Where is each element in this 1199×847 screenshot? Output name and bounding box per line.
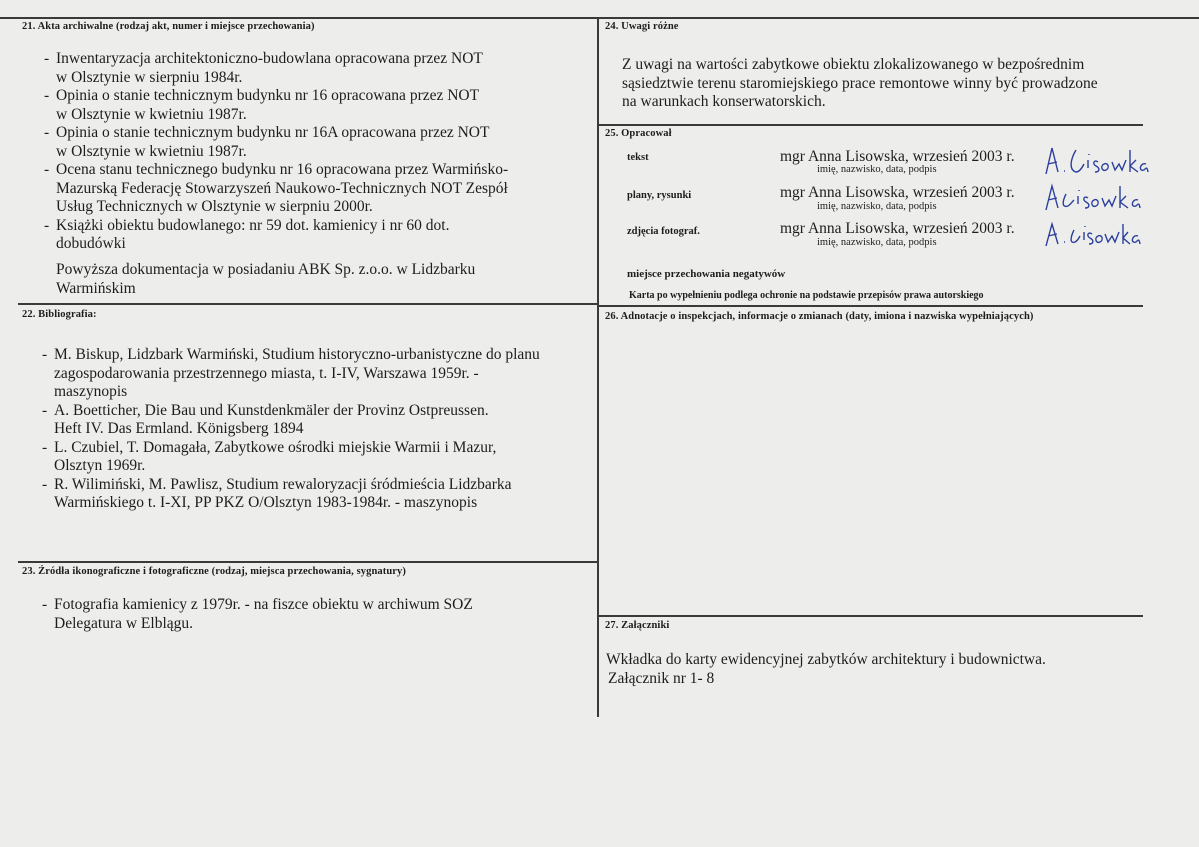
archival-record-item-line: Usług Technicznych w Olsztynie w sierpniu 2000r. [56, 198, 373, 215]
bibliography-item-line: maszynopis [54, 383, 128, 400]
archival-record-item-line: - Opinia o stanie technicznym budynku nr 16A opracowana przez NOT [56, 124, 490, 141]
copyright-note: Karta po wypełnieniu podlega ochronie na podstawie przepisów prawa autorskiego [629, 290, 984, 301]
divider-21-22 [18, 303, 598, 305]
divider-24-25 [598, 124, 1143, 126]
bibliography-item [40, 476, 540, 513]
prepared-drawings-label: plany, rysunki [627, 190, 692, 201]
archival-record-item [42, 161, 508, 217]
archival-records-list [42, 50, 508, 254]
archival-record-item-line: w Olsztynie w sierpniu 1984r. [56, 68, 243, 86]
remarks-line-3: na warunkach konserwatorskich. [622, 93, 826, 110]
signature-drawings [1040, 180, 1152, 214]
archival-record-item-line: Mazurską Federację Stowarzyszeń Naukowo-Technicznych NOT Zespół [56, 179, 508, 197]
bibliography-item-line: Warmińskiego t. I-XI, PP PKZ O/Olsztyn 1983-1984r. - maszynopis [54, 494, 478, 511]
bibliography-item-line: zagospodarowania przestrzennego miasta, t. I-IV, Warszawa 1959r. - [54, 364, 479, 382]
archival-note-line-1: Powyższa dokumentacja w posiadaniu ABK Sp. z.o.o. w Lidzbarku [56, 261, 476, 278]
archival-note-line-2: Warmińskim [56, 279, 136, 297]
section-24-title: 24. Uwagi różne [605, 21, 679, 32]
bibliography-item-line: - M. Biskup, Lidzbark Warmiński, Studium historyczno-urbanistyczne do planu [54, 346, 540, 363]
iconographic-source-item-line: Delegatura w Elblągu. [54, 614, 194, 632]
archival-record-item-line: - Opinia o stanie technicznym budynku nr 16 opracowana przez NOT [56, 87, 480, 104]
archival-record-item [42, 217, 508, 254]
divider-26-27 [598, 615, 1143, 617]
signature-photos [1042, 218, 1142, 248]
iconographic-source-item-line: - Fotografia kamienicy z 1979r. - na fiszce obiektu w archiwum SOZ [54, 596, 473, 613]
bibliography-item [40, 402, 540, 439]
prepared-text-label: tekst [627, 152, 649, 163]
attachments-line-2: Załącznik nr 1- 8 [608, 669, 715, 687]
signature-text [1040, 142, 1152, 180]
archival-record-item-line: w Olsztynie w kwietniu 1987r. [56, 142, 247, 160]
section-21-title: 21. Akta archiwalne (rodzaj akt, numer i miejsce przechowania) [22, 21, 315, 32]
attachments-text [606, 651, 1046, 688]
archival-record-item-line: dobudówki [56, 235, 126, 252]
bibliography-item-line: - A. Boetticher, Die Bau und Kunstdenkmäler der Provinz Ostpreussen. [54, 401, 489, 419]
section-27-title: 27. Załączniki [605, 620, 670, 631]
prepared-drawings-name: mgr Anna Lisowska, wrzesień 2003 r. [780, 184, 1015, 201]
archival-record-item [42, 87, 508, 124]
prepared-photos-name: mgr Anna Lisowska, wrzesień 2003 r. [780, 220, 1015, 237]
remarks-text [622, 56, 1098, 112]
bibliography-item [40, 346, 540, 402]
bibliography-item-line: - R. Wilimiński, M. Pawlisz, Studium rewaloryzacji śródmieścia Lidzbarka [54, 475, 512, 493]
bibliography-item-line: - L. Czubiel, T. Domagała, Zabytkowe ośrodki miejskie Warmii i Mazur, [54, 438, 497, 456]
divider-22-23 [18, 561, 598, 563]
prepared-drawings-caption: imię, nazwisko, data, podpis [817, 201, 937, 212]
section-26-title: 26. Adnotacje o inspekcjach, informacje o zmianach (daty, imiona i nazwiska wypełniających) [605, 311, 1034, 322]
bibliography-list [40, 346, 540, 513]
remarks-line-1: Z uwagi na wartości zabytkowe obiektu zlokalizowanego w bezpośrednim [622, 56, 1085, 73]
negatives-location-label: miejsce przechowania negatywów [627, 268, 786, 280]
section-23-title: 23. Źródła ikonograficzne i fotograficzne (rodzaj, miejsca przechowania, sygnatury) [22, 566, 407, 577]
attachments-line-1: Wkładka do karty ewidencyjnej zabytków architektury i budownictwa. [606, 651, 1046, 668]
top-border [0, 17, 1199, 19]
bibliography-item [40, 439, 540, 476]
prepared-text-name: mgr Anna Lisowska, wrzesień 2003 r. [780, 148, 1015, 165]
iconographic-source-item [40, 596, 473, 633]
prepared-photos-caption: imię, nazwisko, data, podpis [817, 237, 937, 248]
bibliography-item-line: Heft IV. Das Ermland. Königsberg 1894 [54, 420, 304, 437]
iconographic-sources-list [40, 596, 473, 633]
archival-record-item-line: - Książki obiektu budowlanego: nr 59 dot. kamienicy i nr 60 dot. [56, 216, 450, 234]
archival-note [56, 261, 475, 298]
section-25-title: 25. Opracował [605, 128, 672, 139]
prepared-photos-label: zdjęcia fotograf. [627, 226, 700, 237]
bibliography-item-line: Olsztyn 1969r. [54, 457, 146, 474]
remarks-line-2: sąsiedztwie terenu staromiejskiego prace remontowe winny być prowadzone [622, 74, 1098, 92]
divider-25-26 [598, 305, 1143, 307]
archival-record-item-line: w Olsztynie w kwietniu 1987r. [56, 105, 247, 123]
archival-record-item-line: - Inwentaryzacja architektoniczno-budowlana opracowana przez NOT [56, 50, 483, 67]
archival-record-item [42, 50, 508, 87]
center-divider [597, 17, 599, 717]
section-22-title: 22. Bibliografia: [22, 309, 97, 320]
archival-record-item [42, 124, 508, 161]
archival-record-item-line: - Ocena stanu technicznego budynku nr 16 opracowana przez Warmińsko- [56, 161, 509, 178]
prepared-text-caption: imię, nazwisko, data, podpis [817, 164, 937, 175]
